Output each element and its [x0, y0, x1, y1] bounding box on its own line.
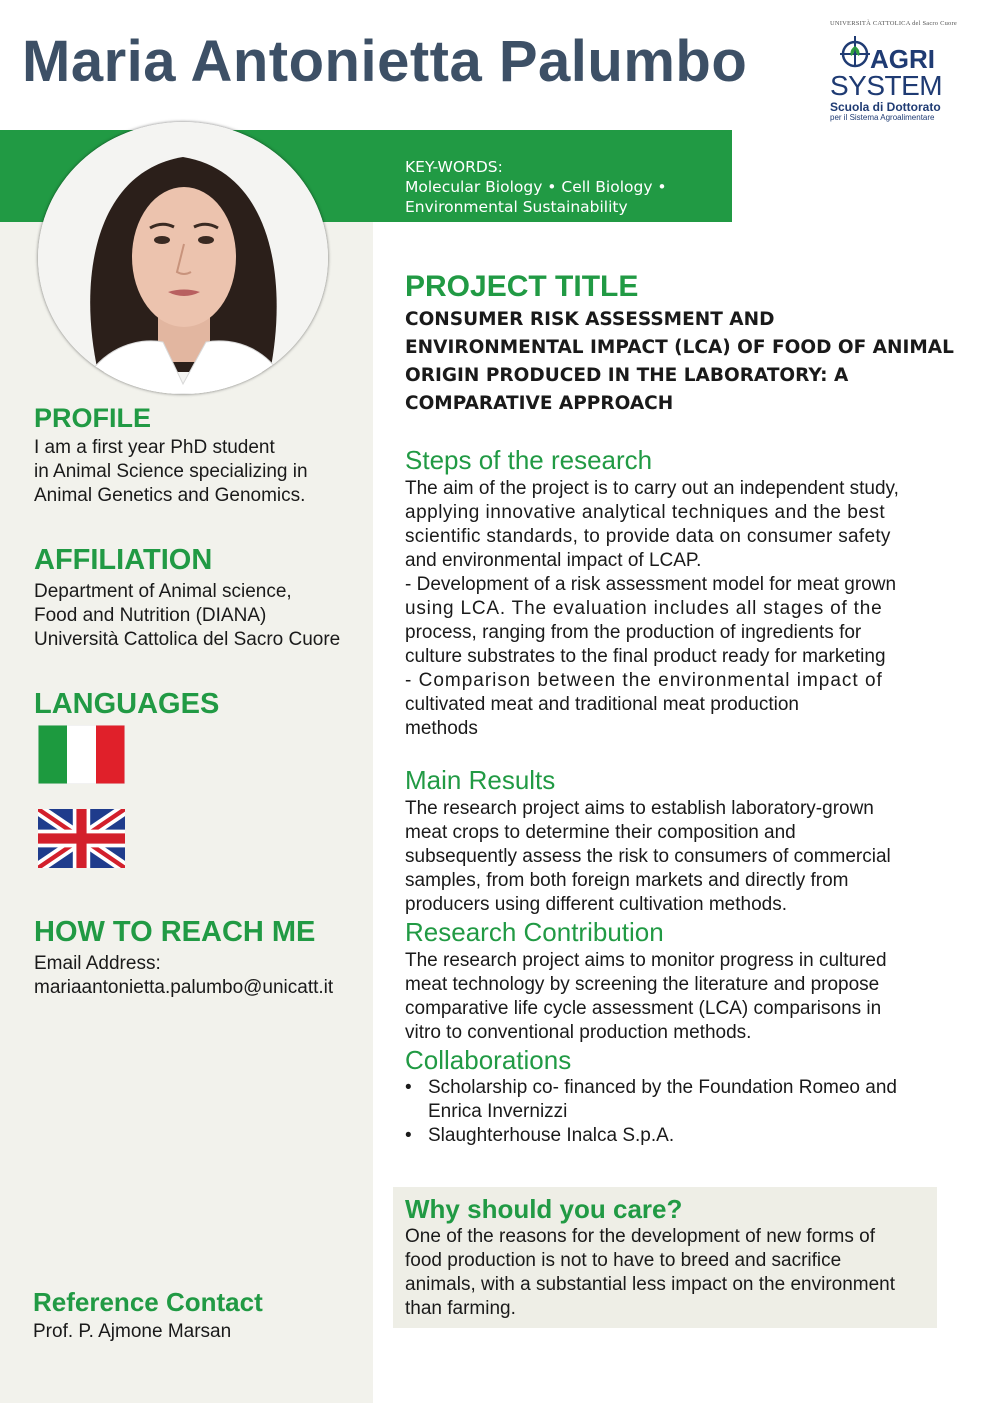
steps-line: process, ranging from the production of ingredients for	[405, 622, 862, 643]
logo-agri-text: AGRI	[870, 44, 935, 74]
contribution-heading: Research Contribution	[405, 917, 664, 947]
email-link[interactable]: mariaantonietta.palumbo@unicatt.it	[34, 977, 334, 998]
steps-line: The aim of the project is to carry out an independent study,	[405, 478, 899, 499]
logo-subtitle-text: per il Sistema Agroalimentare	[830, 113, 935, 122]
results-line: producers using different cultivation methods.	[405, 894, 787, 915]
affiliation-text	[34, 580, 340, 652]
logo-system-text: SYSTEM	[830, 70, 943, 101]
project-title-heading: PROJECT TITLE	[405, 270, 639, 303]
email-label: Email Address:	[34, 953, 161, 974]
keywords-label: KEY-WORDS:	[405, 158, 503, 176]
reach-text	[34, 952, 333, 1000]
steps-text	[405, 477, 925, 741]
logo-school-text: Scuola di Dottorato	[830, 100, 941, 114]
care-line: animals, with a substantial less impact on the environment	[405, 1274, 896, 1295]
profile-line: I am a first year PhD student	[34, 437, 275, 458]
affiliation-line: Food and Nutrition (DIANA)	[34, 605, 267, 626]
results-line: The research project aims to establish laboratory-grown	[405, 798, 874, 819]
why-care-heading: Why should you care?	[405, 1194, 683, 1224]
bullet-icon: •	[405, 1125, 412, 1146]
languages-heading: LANGUAGES	[34, 688, 220, 720]
page-title: Maria Antonietta Palumbo	[22, 29, 748, 94]
results-line: meat crops to determine their composition and	[405, 822, 796, 843]
results-text	[405, 797, 925, 917]
wheat-emblem-icon	[838, 34, 872, 68]
why-care-text	[405, 1225, 925, 1321]
affiliation-heading: AFFILIATION	[34, 544, 213, 576]
project-title-line: CONSUMER RISK ASSESSMENT AND	[405, 309, 775, 330]
keywords-line-1: Molecular Biology • Cell Biology •	[405, 178, 667, 196]
list-item	[405, 1076, 945, 1124]
uk-flag-icon	[38, 809, 125, 868]
steps-line: and environmental impact of LCAP.	[405, 550, 702, 571]
project-title-line: ORIGIN PRODUCED IN THE LABORATORY: A	[405, 365, 849, 386]
steps-heading: Steps of the research	[405, 445, 653, 475]
care-line: than farming.	[405, 1298, 516, 1319]
steps-line: - Comparison between the environmental impact of	[405, 670, 883, 691]
agrisystem-logo	[828, 20, 960, 124]
profile-line: Animal Genetics and Genomics.	[34, 485, 306, 506]
results-line: samples, from both foreign markets and directly from	[405, 870, 849, 891]
collaborations-heading: Collaborations	[405, 1045, 572, 1075]
list-item	[405, 1124, 945, 1148]
steps-line: cultivated meat and traditional meat production	[405, 694, 799, 715]
contribution-text	[405, 949, 925, 1045]
keywords-block	[405, 157, 725, 217]
project-title-line: COMPARATIVE APPROACH	[405, 393, 674, 414]
project-title-text	[405, 306, 954, 418]
results-line: subsequently assess the risk to consumers of commercial	[405, 846, 891, 867]
contribution-line: The research project aims to monitor progress in cultured	[405, 950, 887, 971]
profile-photo	[38, 122, 328, 394]
collaborations-list	[405, 1076, 945, 1148]
portrait-image	[38, 122, 328, 394]
bullet-icon: •	[405, 1077, 412, 1098]
contribution-line: vitro to conventional production methods.	[405, 1022, 752, 1043]
steps-line: applying innovative analytical techniques and the best	[405, 502, 886, 523]
steps-line: - Development of a risk assessment model for meat grown	[405, 574, 897, 595]
project-title-line: ENVIRONMENTAL IMPACT (LCA) OF FOOD OF ANIMAL	[405, 337, 954, 358]
logo-university-text: UNIVERSITÀ CATTOLICA del Sacro Cuore	[830, 20, 957, 27]
profile-line: in Animal Science specializing in	[34, 461, 308, 482]
profile-text	[34, 436, 308, 508]
reference-heading: Reference Contact	[33, 1287, 263, 1317]
collab-line: Scholarship co- financed by the Foundation Romeo and	[428, 1077, 897, 1098]
contribution-line: meat technology by screening the literature and propose	[405, 974, 880, 995]
steps-line: methods	[405, 718, 478, 739]
affiliation-line: Department of Animal science,	[34, 581, 292, 602]
care-line: One of the reasons for the development of new forms of	[405, 1226, 875, 1247]
steps-line: culture substrates to the final product ready for marketing	[405, 646, 886, 667]
affiliation-line: Università Cattolica del Sacro Cuore	[34, 629, 341, 650]
reference-name: Prof. P. Ajmone Marsan	[33, 1321, 232, 1342]
steps-line: using LCA. The evaluation includes all stages of the	[405, 598, 883, 619]
reach-heading: HOW TO REACH ME	[34, 916, 316, 948]
italy-flag-icon	[38, 725, 125, 784]
keywords-line-2: Environmental Sustainability	[405, 198, 628, 216]
profile-heading: PROFILE	[34, 403, 152, 433]
collab-line: Enrica Invernizzi	[428, 1101, 568, 1122]
steps-line: scientific standards, to provide data on consumer safety	[405, 526, 891, 547]
collab-line: Slaughterhouse Inalca S.p.A.	[428, 1125, 675, 1146]
care-line: food production is not to have to breed and sacrifice	[405, 1250, 842, 1271]
contribution-line: comparative life cycle assessment (LCA) comparisons in	[405, 998, 882, 1019]
results-heading: Main Results	[405, 765, 556, 795]
